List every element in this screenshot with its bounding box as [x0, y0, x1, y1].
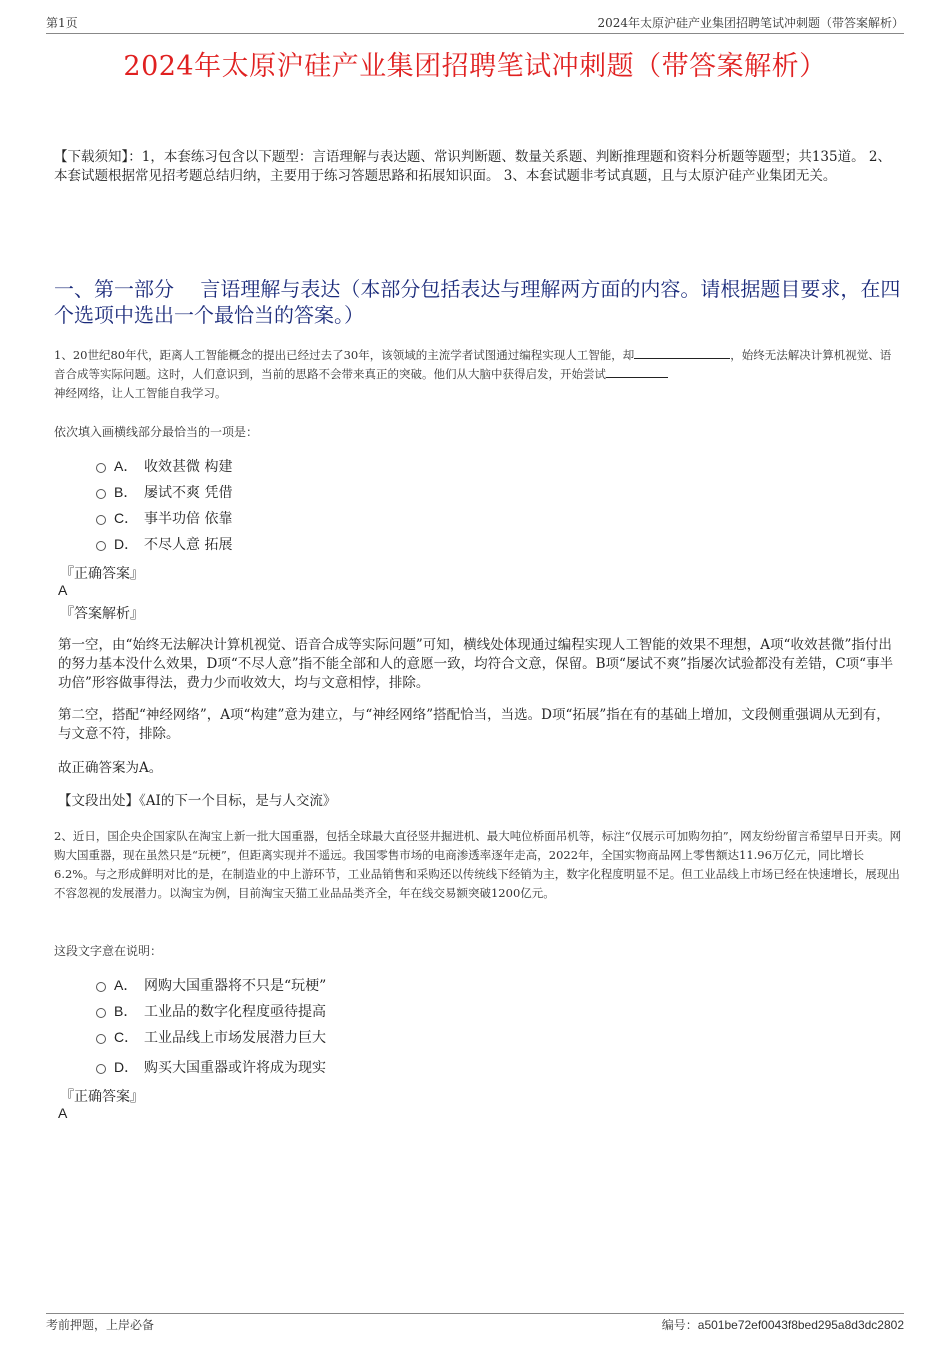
radio-icon[interactable]	[96, 489, 106, 499]
footer-slogan: 考前押题，上岸必备	[46, 1318, 155, 1332]
radio-icon[interactable]	[96, 982, 106, 992]
question-2-answer: A	[58, 1105, 68, 1121]
option-letter: B．	[114, 484, 138, 500]
question-1-text-part-a: 1、20世纪80年代，距离人工智能概念的提出已经过去了30年，该领域的主流学者试图通过编程实现人工智能，却	[54, 348, 635, 362]
option-letter: B．	[114, 1003, 138, 1019]
question-2-option-b[interactable]	[96, 1001, 326, 1021]
document-code: 编号：a501be72ef0043f8bed295a8d3dc2802	[661, 1318, 904, 1332]
question-2-stem: 这段文字意在说明：	[54, 944, 163, 958]
question-1-stem: 依次填入画横线部分最恰当的一项是：	[54, 425, 259, 439]
question-2-text: 2、近日，国企央企国家队在淘宝上新一批大国重器，包括全球最大直径竖井掘进机、最大吨位桥面吊机等，标注“仅展示可加购勿拍”，网友纷纷留言希望早日开卖。网购大国重器，现在虽然只是“玩梗”，但距离实现并不遥远。我国零售市场的电商渗透率逐年走高，2022年，全国实物商品网上零售额达11.96万亿元，同比增长6.2%。与之形成鲜明对比的是，在制造业的中上游环节，工业品销售和采购还以传统线下经销为主，数字化程度明显不足。但工业品线上市场已经在快速增长，展现出不容忽视的发展潜力。以淘宝为例，目前淘宝天猫工业品品类齐全，年在线交易额突破1200亿元。	[54, 829, 902, 900]
radio-icon[interactable]	[96, 541, 106, 551]
question-2-answer-label: 『正确答案』	[60, 1089, 144, 1105]
question-1-analysis-paragraph-3: 故正确答案为A。	[58, 760, 163, 776]
question-2-option-a[interactable]	[96, 975, 326, 995]
option-letter: C．	[114, 1029, 139, 1045]
radio-icon[interactable]	[96, 1008, 106, 1018]
question-1-option-d[interactable]	[96, 534, 232, 554]
question-1-analysis-label: 『答案解析』	[60, 606, 144, 622]
question-1-option-b[interactable]	[96, 482, 232, 502]
blank-2	[606, 365, 668, 378]
option-letter: D．	[114, 1059, 139, 1075]
document-title: 2024年太原沪硅产业集团招聘笔试冲刺题（带答案解析）	[123, 51, 827, 82]
option-letter: A．	[114, 458, 138, 474]
option-text: 工业品的数字化程度亟待提高	[144, 1004, 326, 1020]
section-heading: 一、第一部分 言语理解与表达（本部分包括表达与理解两方面的内容。请根据题目要求，在四个选项中选出一个最恰当的答案。）	[54, 277, 901, 327]
question-2-option-d[interactable]	[96, 1057, 326, 1077]
option-text: 不尽人意 拓展	[144, 537, 233, 553]
radio-icon[interactable]	[96, 515, 106, 525]
radio-icon[interactable]	[96, 1034, 106, 1044]
question-1-source: 【文段出处】《AI的下一个目标，是与人交流》	[58, 793, 337, 809]
option-text: 收效甚微 构建	[144, 459, 233, 475]
page-number: 第1页	[46, 16, 78, 30]
question-1-text-part-c: 神经网络，让人工智能自我学习。	[54, 386, 227, 400]
header-doc-title: 2024年太原沪硅产业集团招聘笔试冲刺题（带答案解析）	[597, 16, 904, 30]
page-footer	[46, 1313, 904, 1334]
radio-icon[interactable]	[96, 463, 106, 473]
option-text: 购买大国重器或许将成为现实	[144, 1060, 326, 1076]
download-notice: 【下载须知】：1，本套练习包含以下题型：言语理解与表达题、常识判断题、数量关系题、判断推理题和资料分析题等题型；共135道。 2、本套试题根据常见招考题总结归纳，主要用于练习答题思路和拓展知识面。 3、本套试题非考试真题，且与太原沪硅产业集团无关。	[54, 149, 891, 184]
option-text: 工业品线上市场发展潜力巨大	[144, 1030, 326, 1046]
question-2-option-c[interactable]	[96, 1027, 326, 1047]
option-text: 网购大国重器将不只是“玩梗”	[144, 978, 327, 994]
page-header	[46, 14, 904, 34]
question-1-text-part-b: ，始终无法解决计算机视觉、语音合成等实际问题。这时，人们意识到，当前的思路不会带来真正的突破。他们从大脑中获得启发，开始尝试	[54, 348, 892, 381]
option-letter: C．	[114, 510, 139, 526]
question-1-analysis-paragraph-2: 第二空，搭配“神经网络”，A项“构建”意为建立，与“神经网络”搭配恰当，当选。D项“拓展”指在有的基础上增加，文段侧重强调从无到有，与文意不符，排除。	[58, 707, 890, 742]
question-1-answer: A	[58, 582, 68, 598]
question-1-option-a[interactable]	[96, 456, 232, 476]
question-1-text	[54, 346, 902, 403]
option-text: 事半功倍 依靠	[144, 511, 233, 527]
question-1-answer-label: 『正确答案』	[60, 566, 144, 582]
radio-icon[interactable]	[96, 1064, 106, 1074]
option-letter: D．	[114, 536, 139, 552]
option-text: 屡试不爽 凭借	[144, 485, 233, 501]
blank-1	[634, 346, 730, 359]
option-letter: A．	[114, 977, 138, 993]
question-1-analysis-paragraph-1: 第一空，由“始终无法解决计算机视觉、语音合成等实际问题”可知，横线处体现通过编程实现人工智能的效果不理想，A项“收效甚微”指付出的努力基本没什么效果，D项“不尽人意”指不能全部和人的意愿一致，均符合文意，保留。B项“屡试不爽”指屡次试验都没有差错，C项“事半功倍”形容做事得法，费力少而收效大，均与文意相悖，排除。	[58, 637, 894, 691]
question-1-option-c[interactable]	[96, 508, 232, 528]
